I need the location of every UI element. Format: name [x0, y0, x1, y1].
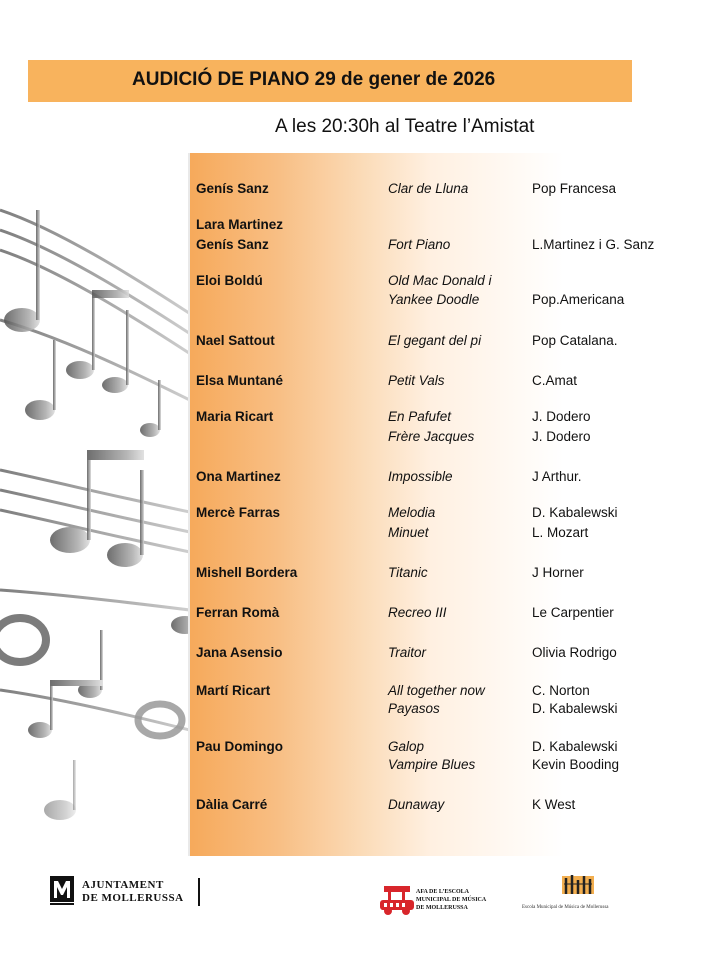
performer-name: Mishell Bordera	[196, 565, 298, 580]
performer-name: Nael Sattout	[196, 333, 275, 348]
composer-name: J Horner	[532, 565, 584, 580]
composer-name: J Arthur.	[532, 469, 582, 484]
composer-name: Pop Catalana.	[532, 333, 618, 348]
piece-title: Galop	[388, 739, 425, 754]
piece-title: Frère Jacques	[388, 429, 475, 444]
afa-line2: MUNICIPAL DE MÚSICA	[416, 897, 487, 903]
performer-name: Mercè Farras	[196, 505, 281, 520]
piece-title: Melodia	[388, 505, 436, 520]
composer-name: J. Dodero	[532, 409, 591, 424]
performer-name: Ferran Romà	[196, 605, 280, 620]
performer-name: Maria Ricart	[196, 409, 274, 424]
composer-name: C. Norton	[532, 683, 590, 698]
piece-title: Minuet	[388, 525, 429, 540]
piece-title: Clar de Lluna	[388, 181, 469, 196]
composer-name: J. Dodero	[532, 429, 591, 444]
piece-title: Traitor	[388, 645, 427, 660]
composer-name: Olivia Rodrigo	[532, 645, 617, 660]
composer-name: Pop Francesa	[532, 181, 617, 196]
composer-name: Pop.Americana	[532, 292, 625, 307]
ajuntament-line2: DE MOLLERUSSA	[82, 892, 184, 904]
performer-name: Ona Martinez	[196, 469, 281, 484]
piece-title: Old Mac Donald i	[388, 273, 492, 288]
composer-name: Le Carpentier	[532, 605, 614, 620]
afa-line3: DE MOLLERUSSA	[416, 905, 468, 911]
escola-caption: Escola Municipal de Música de Mollerussa	[522, 905, 609, 910]
afa-name	[416, 888, 486, 912]
performer-name: Pau Domingo	[196, 739, 283, 754]
panel-edge	[188, 153, 190, 856]
piece-title: Titanic	[388, 565, 428, 580]
event-subtitle: A les 20:30h al Teatre l’Amistat	[275, 116, 535, 137]
composer-name: D. Kabalewski	[532, 505, 618, 520]
logo-divider	[198, 878, 200, 906]
performer-name: Dàlia Carré	[196, 797, 268, 812]
escola-music-logo-icon	[560, 872, 596, 900]
piece-title: Petit Vals	[388, 373, 445, 388]
performer-name: Genís Sanz	[196, 237, 269, 252]
composer-name: Kevin Booding	[532, 757, 620, 772]
piece-title: En Pafufet	[388, 409, 452, 424]
piece-title: Dunaway	[388, 797, 445, 812]
ajuntament-name	[82, 879, 184, 905]
afa-piano-logo-icon	[380, 884, 414, 916]
afa-line1: AFA DE L’ESCOLA	[416, 889, 470, 895]
performer-name: Elsa Muntané	[196, 373, 284, 388]
performer-name: Eloi Boldú	[196, 273, 263, 288]
composer-name: L.Martinez i G. Sanz	[532, 237, 655, 252]
ajuntament-line1: AJUNTAMENT	[82, 879, 164, 891]
composer-name: K West	[532, 797, 576, 812]
piece-title: Vampire Blues	[388, 757, 476, 772]
piece-title: El gegant del pi	[388, 333, 482, 348]
composer-name: D. Kabalewski	[532, 739, 618, 754]
performer-name: Genís Sanz	[196, 181, 269, 196]
piece-title: All together now	[388, 683, 485, 698]
performer-name: Martí Ricart	[196, 683, 271, 698]
piece-title: Yankee Doodle	[388, 292, 480, 307]
ajuntament-logo-icon	[50, 876, 74, 906]
piece-title: Recreo III	[388, 605, 447, 620]
piece-title: Fort Piano	[388, 237, 451, 252]
composer-name: D. Kabalewski	[532, 701, 618, 716]
page-title: AUDICIÓ DE PIANO 29 de gener de 2026	[132, 69, 496, 90]
piece-title: Impossible	[388, 469, 453, 484]
performer-name: Jana Asensio	[196, 645, 283, 660]
composer-name: L. Mozart	[532, 525, 589, 540]
composer-name: C.Amat	[532, 373, 578, 388]
piece-title: Payasos	[388, 701, 440, 716]
performer-name: Lara Martinez	[196, 217, 284, 232]
